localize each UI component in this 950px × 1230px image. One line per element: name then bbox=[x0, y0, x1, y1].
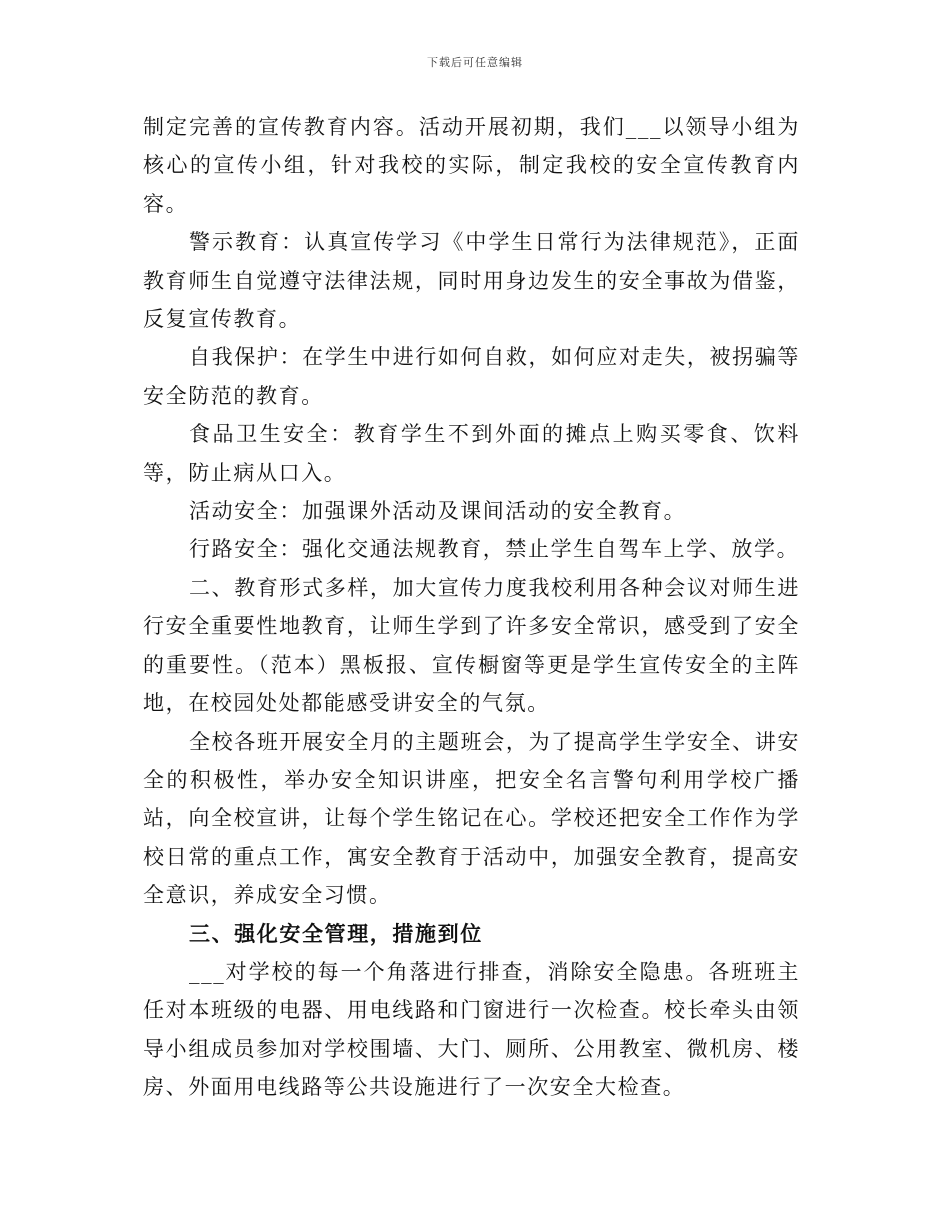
paragraph-road-safety: 行路安全：强化交通法规教育，禁止学生自驾车上学、放学。 bbox=[189, 537, 800, 562]
page-header-note: 下载后可任意编辑 bbox=[427, 56, 523, 69]
paragraph-education-forms: 二、教育形式多样，加大宣传力度我校利用各种会议对师生进行安全重要性地教育，让师生学到了许多安全常识，感受到了安全的重要性。（范本）黑板报、宣传橱窗等更是学生宣传安全的主阵地，在校园处处都能感受讲安全的气氛。 bbox=[143, 575, 800, 716]
paragraph-safety-inspection: ___对学校的每一个角落进行排查，消除安全隐患。各班班主任对本班级的电器、用电线路和门窗进行一次检查。校长牵头由领导小组成员参加对学校围墙、大门、厕所、公用教室、微机房、楼房、外面用电线路等公共设施进行了一次安全大检查。 bbox=[143, 959, 800, 1100]
section-heading-safety-management: 三、强化安全管理，措施到位 bbox=[189, 920, 483, 946]
paragraph-self-protection: 自我保护：在学生中进行如何自救，如何应对走失，被拐骗等安全防范的教育。 bbox=[143, 345, 800, 408]
paragraph-intro-continuation: 制定完善的宣传教育内容。活动开展初期，我们___以领导小组为核心的宣传小组，针对我校的实际，制定我校的安全宣传教育内容。 bbox=[143, 115, 800, 216]
paragraph-food-safety: 食品卫生安全：教育学生不到外面的摊点上购买零食、饮料等，防止病从口入。 bbox=[143, 422, 800, 485]
paragraph-class-meetings: 全校各班开展安全月的主题班会，为了提高学生学安全、讲安全的积极性，举办安全知识讲座，把安全名言警句利用学校广播站，向全校宣讲，让每个学生铭记在心。学校还把安全工作作为学校日常的重点工作，寓安全教育于活动中，加强安全教育，提高安全意识，养成安全习惯。 bbox=[143, 729, 800, 908]
paragraph-activity-safety: 活动安全：加强课外活动及课间活动的安全教育。 bbox=[189, 499, 687, 524]
paragraph-warning-education: 警示教育：认真宣传学习《中学生日常行为法律规范》，正面教育师生自觉遵守法律法规，同时用身边发生的安全事故为借鉴，反复宣传教育。 bbox=[143, 230, 800, 332]
document-body bbox=[143, 108, 800, 1107]
